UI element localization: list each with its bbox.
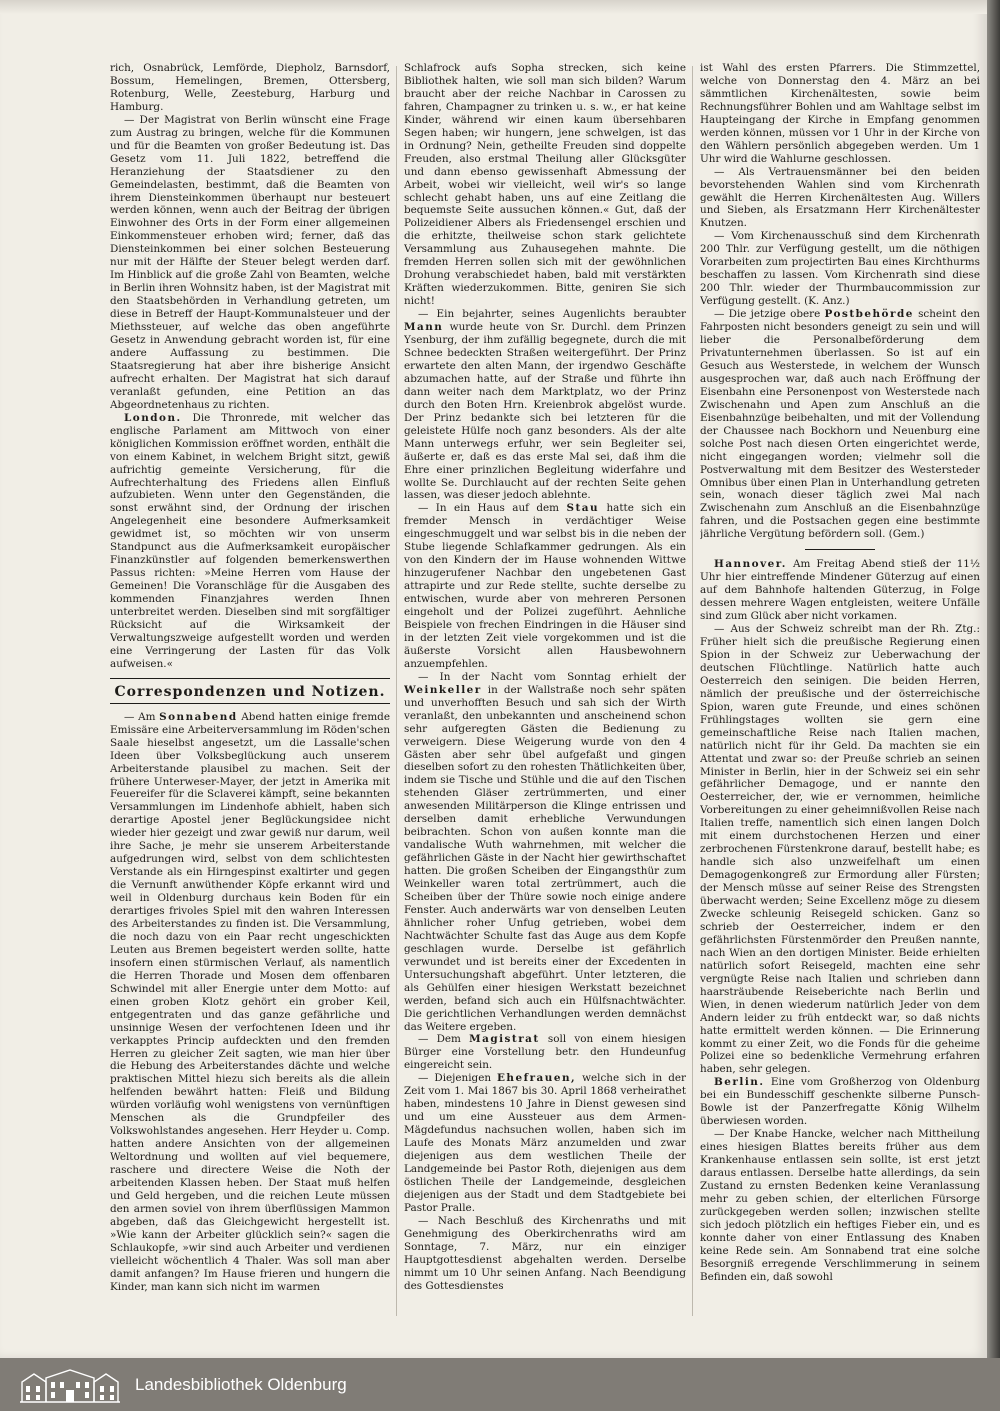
article-paragraph	[700, 558, 980, 623]
article-text: Eine vom Großherzog von Oldenburg bei ein Bundesschiff geschenkte silberne Punsch-Bowle ist der Panzerfregatte König Wilhelm überwiesen worden.	[700, 1076, 980, 1128]
article-text: wurde heute von Sr. Durchl. dem Prinzen Ysenburg, der ihm zufällig begegnete, durch die mit Schnee bedeckten Straßen weitergeführt. Der Prinz erwartete den alten Mann, der irgendwo Geschäfte abzumachen hatte, auf der Straße und führte ihn dann weiter nach dem Marktplatz, wo der Prinz durch den Boten Hrn. Kreienbrok abgelöst wurde. Der Prinz bedankte sich bei letzteren für die geleistete Hülfe noch ganz besonders. Als der alte Mann unterwegs erfuhr, wer sein Begleiter sei, äußerte er, daß es das erste Mal sei, daß ihm die Ehre einer prinzlichen Begleitung widerfahre und wollte Se. Durchlaucht auf der rechten Seite gehen lassen, was dieser jedoch ablehnte.	[404, 321, 686, 502]
column-1	[110, 62, 390, 1320]
article-heading-sonnabend: Sonnabend	[159, 710, 238, 723]
article-text: scheint den Fahrposten nicht besonders geneigt zu sein und will lieber die Personalbeförderung dem Privatunternehmen überlassen. So ist auf ein Gesuch aus Westerstede, in welchem der Wunsch ausgesprochen war, daß auch nach Eröffnung der Eisenbahn eine Personenpost von Westerstede nach Zwischenahn und Apen zum Anschluß an die Eisenbahnzüge beibehalten, und mit der Vollendung der Chaussee nach Bockhorn und Neuenburg eine solche Post nach diesen Orten eingerichtet werde, nicht eingegangen worden; vielmehr soll die Postverwaltung mit dem Besitzer des Westersteder Omnibus über einen Plan in Unterhandlung getreten sein, wonach dieser täglich zwei Mal nach Zwischenahn zum Anschluß an die Eisenbahnzüge fahren, und die Postsachen gegen eine bestimmte jährliche Vergütung befördern soll. (Gem.)	[700, 308, 980, 541]
article-paragraph: — Als Vertrauensmänner bei den beiden bevorstehenden Wahlen sind vom Kirchenrath gewählt die Herren Kirchenältesten Aug. Willers und Sieben, als Ersatzmann Herr Kirchenältester Knutzen.	[700, 165, 980, 230]
article-lead: — In ein Haus auf dem	[418, 502, 560, 515]
article-heading-hannover: Hannover.	[714, 558, 787, 571]
article-lead: — Dem	[418, 1033, 461, 1046]
column-2	[404, 62, 686, 1320]
column-rule	[692, 66, 693, 1316]
article-heading-postbehoerde: Postbehörde	[824, 308, 914, 321]
article-paragraph: ist Wahl des ersten Pfarrers. Die Stimmzettel, welche von Donnerstag den 4. März an bei sämmtlichen Kirchenältesten, sowie beim Rechnungsführer Bohlen und am Wahltage selbst im Haupteingang der Kirche in Empfang genommen werden können, müssen vor 1 Uhr in der Kirche von den Wählern persönlich abgegeben werden. Um 1 Uhr wird die Wahlurne geschlossen.	[700, 62, 980, 165]
article-paragraph: — Vom Kirchenausschuß sind dem Kirchenrath 200 Thlr. zur Verfügung gestellt, um die nöthigen Vorarbeiten zum projectirten Bau eines Kirchthurms beschaffen zu lassen. Vom Kirchenrath sind diese 200 Thlr. wieder der Thurmbaucommission zur Verfügung gestellt. (K. Anz.)	[700, 230, 980, 308]
article-lead: — Ein bejahrter, seines Augenlichts beraubter	[418, 308, 686, 321]
article-paragraph: rich, Osnabrück, Lemförde, Diepholz, Barnsdorf, Bossum, Hemelingen, Bremen, Ottersberg, Rotenburg, Welle, Zeesteburg, Harburg und Hamburg.	[110, 62, 390, 113]
column-rule	[396, 66, 397, 1316]
article-paragraph	[700, 1076, 980, 1128]
article-paragraph: — Der Knabe Hancke, welcher nach Mittheilung eines hiesigen Blattes bereits früher aus dem Krankenhause entlassen sein sollte, ist erst jetzt daraus entlassen. Derselbe hatte allerdings, da sein Zustand zu ernsten Bedenken keine Veranlassung mehr zu geben schien, der elterlichen Fürsorge zurückgegeben werden sollen; inzwischen stellte sich jedoch plötzlich ein heftiges Fieber ein, und es konnte daher von einer Entlassung des Knaben keine Rede sein. Am Sonnabend trat eine solche Besorgniß erregende Verschlimmerung in seinem Befinden ein, daß sowohl	[700, 1128, 980, 1283]
library-footer-bar	[0, 1358, 1000, 1411]
library-building-logo-icon	[20, 1368, 120, 1404]
article-text: welche sich in der Zeit vom 1. Mai 1867 bis 30. April 1868 verheirathet haben, mindestens 10 Jahre in Dienst gewesen sind und um eine Aussteuer aus dem Armen-Mägdefundus nachsuchen wollen, haben sich im Laufe des Monats März anzumelden und zwar diejenigen aus dem westlichen Theile der Landgemeinde bei Pastor Roth, diejenigen aus dem östlichen Theile der Landgemeinde, desgleichen diejenigen aus der Stadt und dem Stadtgebiete bei Pastor Pralle.	[404, 1072, 686, 1214]
article-heading-weinkeller: Weinkeller	[404, 683, 482, 696]
article-paragraph	[404, 1033, 686, 1072]
article-lead: — In der Nacht vom Sonntag erhielt der	[418, 670, 686, 683]
article-text: soll von einem hiesigen Bürger eine Vorstellung betr. den Hundeunfug eingereicht sein.	[404, 1033, 686, 1072]
article-text: in der Wallstraße noch sehr späten und unverhofften Besuch und sah sich der Wirth veranlaßt, den unbekannten und anscheinend schon sehr aufgeregten Gästen die Bedienung zu verweigern. Diese Weigerung wurde von den 4 Gästen aber sehr übel aufgefaßt und gingen dieselben sofort zu den rohesten Thätlichkeiten über, indem sie Tische und Stühle und die auf den Tischen stehenden Gläser zertrümmerten, und einer anwesenden Militärperson die Klinge entrissen und derselben damit erhebliche Verwundungen beibrachten. Schon von außen konnte man die vandalische Wuth wahrnehmen, mit welcher die gefährlichen Gäste in der Nacht hier gewirthschaftet hatten. Die großen Scheiben der Eingangsthür zum Weinkeller waren total zertrümmert, auch die Scheiben über der Thüre sowie noch einige andere Fenster. Auch anderwärts war von denselben Leuten ähnlicher roher Unfug getrieben, wobei dem Nachtwächter Schulte fast das Auge aus dem Kopfe geschlagen wurde. Derselbe ist gefährlich verwundet und ist bereits einer der Excedenten in Untersuchungshaft abgeführt. Unter letzteren, die als Gehülfen einer hiesigen Werkstatt bezeichnet werden, befand sich auch ein Hülfsnachtwächter. Die gerichtlichen Verhandlungen werden demnächst das Weitere ergeben.	[404, 683, 686, 1033]
article-paragraph: — Aus der Schweiz schreibt man der Rh. Ztg.: Früher hielt sich die preußische Regierung einen Spion in der Schweiz zur Ueberwachung der deutschen Flüchtlinge. Natürlich hatte auch Oesterreich den seinigen. Die beiden Herren, nämlich der preußische und der österreichische Spion, waren gute Freunde, und eines schönen Frühlingstages wollten sie gern eine gemeinschaftliche Reise nach Italien machen, natürlich nicht für ihr Geld. Da machten sie ein Attentat und zwar so: der Preuße schrieb an seinen Minister in Berlin, hier in der Schweiz sei ein sehr gefährlicher Demagoge, und er nannte den Oesterreicher, der, wie er vernommen, heimliche Vorbereitungen zu einer geheimnißvollen Reise nach Italien treffe, namentlich sich einen langen Dolch mit einem durchstochenen Herzen und einer zerbrochenen Fürstenkrone darauf, bestellt habe; es handle sich also unzweifelhaft um einen Demagogenkongreß zur Ermordung aller Fürsten; der Mensch müsse auf seiner Reise des Strengsten überwacht werden; Seine Excellenz möge zu diesem Zwecke schleunig Reisegeld schicken. Ganz so schrieb der Oesterreicher, indem er den gefährlichsten Fürstenmörder den Preußen nannte, nach Wien an den dortigen Minister. Beide erhielten natürlich sofort Reisegeld, machten eine sehr vergnügte Reise nach Italien und schrieben dann haarsträubende Reiseberichte nach Berlin und Wien, in denen wiederum natürlich Jeder von dem Andern leider zu früh entdeckt war, so daß nichts hatte ermittelt werden können. — Die Erinnerung kommt zu einer Zeit, wo die Fonds für die geheime Polizei eine so bedenkliche Vermehrung erfahren haben, sehr gelegen.	[700, 623, 980, 1076]
article-heading-berlin: Berlin.	[714, 1076, 765, 1089]
article-text: Abend hatten einige fremde Emissäre eine Arbeiterversammlung im Röden'schen Saale hieselbst angesetzt, um die Lassalle'schen Ideen über Volksbeglückung auch unserem Arbeiterstande plausibel zu machen. Seit der frühere Unterweser-Mayer, der jetzt in Amerika mit Feuereifer für die Sclaverei kämpft, seine bekannten Versammlungen im Lindenhofe abhielt, haben sich derartige Apostel jener Beglückungsidee nicht wieder hier gezeigt und zwar gewiß nur darum, weil ihre Sache, je mehr sie unserem Arbeiterstande aufgedrungen wird, selbst von dem schlichtesten Verstande als ein Hirngespinst exaltirter und gegen die Vernunft anwüthender Köpfe erkannt wird und weil in Oldenburg durchaus kein Boden für ein derartiges frivoles Spiel mit den wahren Interessen des Arbeiterstandes zu finden ist. Die Versammlung, die noch dazu von ein Paar recht ungeschickten Leuten aus Bremen begeistert werden sollte, hatte insofern einen stürmischen Verlauf, als namentlich die Herren Thorade und Mosen dem offenbaren Schwindel mit aller Energie unter dem Motto: auf einen groben Klotz gehört ein grober Keil, entgegentraten und das ganze gefährliche und unsinnige Wesen der verfochtenen Ideen und ihr verkapptes Princip aufdeckten und den fremden Herren zu gleicher Zeit sagten, wie man hier über die Hebung des Arbeiterstandes dächte und welche praktischen Mittel hiezu sich bereits als die allein helfenden bewährt hatten: Fleiß und Bildung würden vorläufig wohl wenigstens von vernünftigen Menschen als die Grundpfeiler des Volkswohlstandes angesehen. Herr Heyder u. Comp. hatten andere Ansichten von der allgemeinen Weltordnung und wollten auf viel bequemere, raschere und directere Weise die Noth der arbeitenden Klassen heben. Der Staat muß helfen und Geld hergeben, und die reichen Leute müssen den armen soviel von ihrem überflüssigen Mammon abgeben, daß das Gleichgewicht hergestellt ist. »Wie kann der Arbeiter glücklich sein?« sagen die Schlaukopfe, »wir sind auch Arbeiter und verdienen vielleicht wöchentlich 4 Thaler. Was soll man aber damit anfangen? Im Hause frieren und hungern die Kinder, man kann sich nicht im warmen	[110, 710, 390, 1293]
section-divider	[110, 703, 390, 704]
article-paragraph: — Der Magistrat von Berlin wünscht eine Frage zum Austrag zu bringen, welche für die Kommunen und für die Beamten von großer Bedeutung ist. Das Gesetz vom 11. Juli 1822, betreffend die Heranziehung der Staatsdiener zu den Gemeindelasten, bestimmt, daß die Beamten von ihrem Diensteinkommen überhaupt nur besteuert werden können, wenn auch der Beitrag der übrigen Einwohner des Orts in der Form einer allgemeinen Einkommensteuer erhoben wird; ferner, daß das Diensteinkommen bei einer solchen Besteuerung nur mit der Hälfte der Steuer belegt werden darf. Im Hinblick auf die große Zahl von Beamten, welche in Berlin ihren Wohnsitz haben, ist der Magistrat mit den Staatsbehörden in Verhandlung getreten, um diese in Betreff der Haupt-Kommunalsteuer und der Miethssteuer, auf welche das oben angeführte Gesetz in Anwendung gebracht worden ist, für eine andere Auffassung zu bestimmen. Die Staatsregierung hat aber ihre bisherige Ansicht aufrecht erhalten. Der Magistrat hat sich darauf veranlaßt gefunden, eine Petition an das Abgeordnetenhaus zu richten.	[110, 113, 390, 411]
article-paragraph	[404, 502, 686, 670]
column-3	[700, 62, 980, 1320]
section-divider	[110, 678, 390, 679]
article-lead: — Diejenigen	[418, 1072, 492, 1085]
article-heading-stau: Stau	[566, 502, 600, 515]
article-text: Die Thronrede, mit welcher das englische Parlament am Mittwoch von einer königlichen Kommission eröffnet worden, enthält die von einem Kabinet, in welchem Bright sitzt, gewiß aufrichtig gemeinte Versicherung, für die Aufrechterhaltung des Friedens allen Einfluß aufzubieten. Wenn unter den Gegenständen, die sonst erwähnt sind, der Ordnung der irischen Angelegenheit eine besondere Aufmerksamkeit gewidmet ist, so möchten wir von unserm Standpunct aus die Aufmerksamkeit europäischer Finanzkünstler auf folgenden bemerkenswerthen Passus richten: »Meine Herren vom Hause der Gemeinen! Die Voranschläge für die Ausgaben des kommenden Finanzjahres werden Ihnen unterbreitet werden. Dieselben sind mit sorgfältiger Rücksicht auf die Wirksamkeit der Verwaltungszweige aufgestellt worden und werden eine Verringerung der Lasten für das Volk aufweisen.«	[110, 411, 390, 670]
article-paragraph	[404, 1072, 686, 1214]
article-paragraph: — Nach Beschluß des Kirchenraths und mit Genehmigung des Oberkirchenraths wird am Sonntage, 7. März, nur ein einziger Hauptgottesdienst abgehalten werden. Derselbe nimmt um 10 Uhr seinen Anfang. Nach Beendigung des Gottesdienstes	[404, 1214, 686, 1292]
article-paragraph	[110, 412, 390, 671]
article-paragraph	[700, 308, 980, 541]
article-paragraph	[110, 711, 390, 1294]
article-lead: — Am	[124, 710, 156, 723]
article-heading-london: London.	[124, 411, 182, 424]
article-text: Am Freitag Abend stieß der 11½ Uhr hier eintreffende Mindener Güterzug auf einen auf dem Bahnhofe haltenden Güterzug, in Folge dessen mehrere Wagen entgleisten, weitere Unfälle sind zum Glück aber nicht vorkamen.	[700, 558, 980, 623]
library-name: Landesbibliothek Oldenburg	[135, 1375, 347, 1394]
article-lead: — Die jetzige obere	[714, 308, 821, 321]
page-top-edge	[0, 0, 987, 14]
article-paragraph	[404, 671, 686, 1034]
section-title: Correspondenzen und Notizen.	[114, 683, 386, 700]
article-heading-mann: Mann	[404, 321, 444, 334]
article-text: hatte sich ein fremder Mensch in verdächtiger Weise eingeschmuggelt und war selbst bis in die neben der Stube liegende Schlafkammer gedrungen. Als ein von den Kindern der im Hause wohnenden Wittwe hinzugerufener Nachbar den ungebetenen Gast attrapirte und zur Rede stellte, suchte derselbe zu entwischen, wurde aber von mehreren Personen eingeholt und der Polizei zugeführt. Aehnliche Beispiele von frechen Eindringen in die Häuser sind in der letzten Zeit viele vorgekommen und ist die äußerste Vorsicht allen Hausbewohnern anzuempfehlen.	[404, 502, 686, 670]
page-binding-edge	[987, 0, 1000, 1358]
article-paragraph	[404, 308, 686, 502]
article-heading-ehefrauen: Ehefrauen,	[497, 1072, 577, 1085]
article-divider	[805, 549, 875, 550]
article-heading-magistrat: Magistrat	[469, 1033, 540, 1046]
article-paragraph: Schlafrock aufs Sopha strecken, sich keine Bibliothek halten, wie soll man sich bilden? Warum braucht aber der reiche Nachbar in Carossen zu fahren, Champagner zu trinken u. s. w., er hat keine Kinder, während wir einen kaum übersehbaren Segen haben; wir hungern, jene schwelgen, ist das in Ordnung? Nein, getheilte Freuden sind doppelte Freuden, also erstmal Theilung aller Glücksgüter und dann ebenso gewissenhaft Abmessung der Arbeit, wobei wir vielleicht, weil wir's so lange schlecht gehabt haben, uns auf eine Zeitlang die bequemste Seite aussuchen können.« Gut, daß der Polizeidiener Albers als Friedensengel erschien und die erhitzte, theilweise schon stark gelichtete Versammlung aus Zuhausegehen mahnte. Die fremden Herren sollen sich mit der gewöhnlichen Drohung verabschiedet haben, bald mit verstärkten Kräften wiederzukommen. Bitte, geniren Sie sich nicht!	[404, 62, 686, 308]
